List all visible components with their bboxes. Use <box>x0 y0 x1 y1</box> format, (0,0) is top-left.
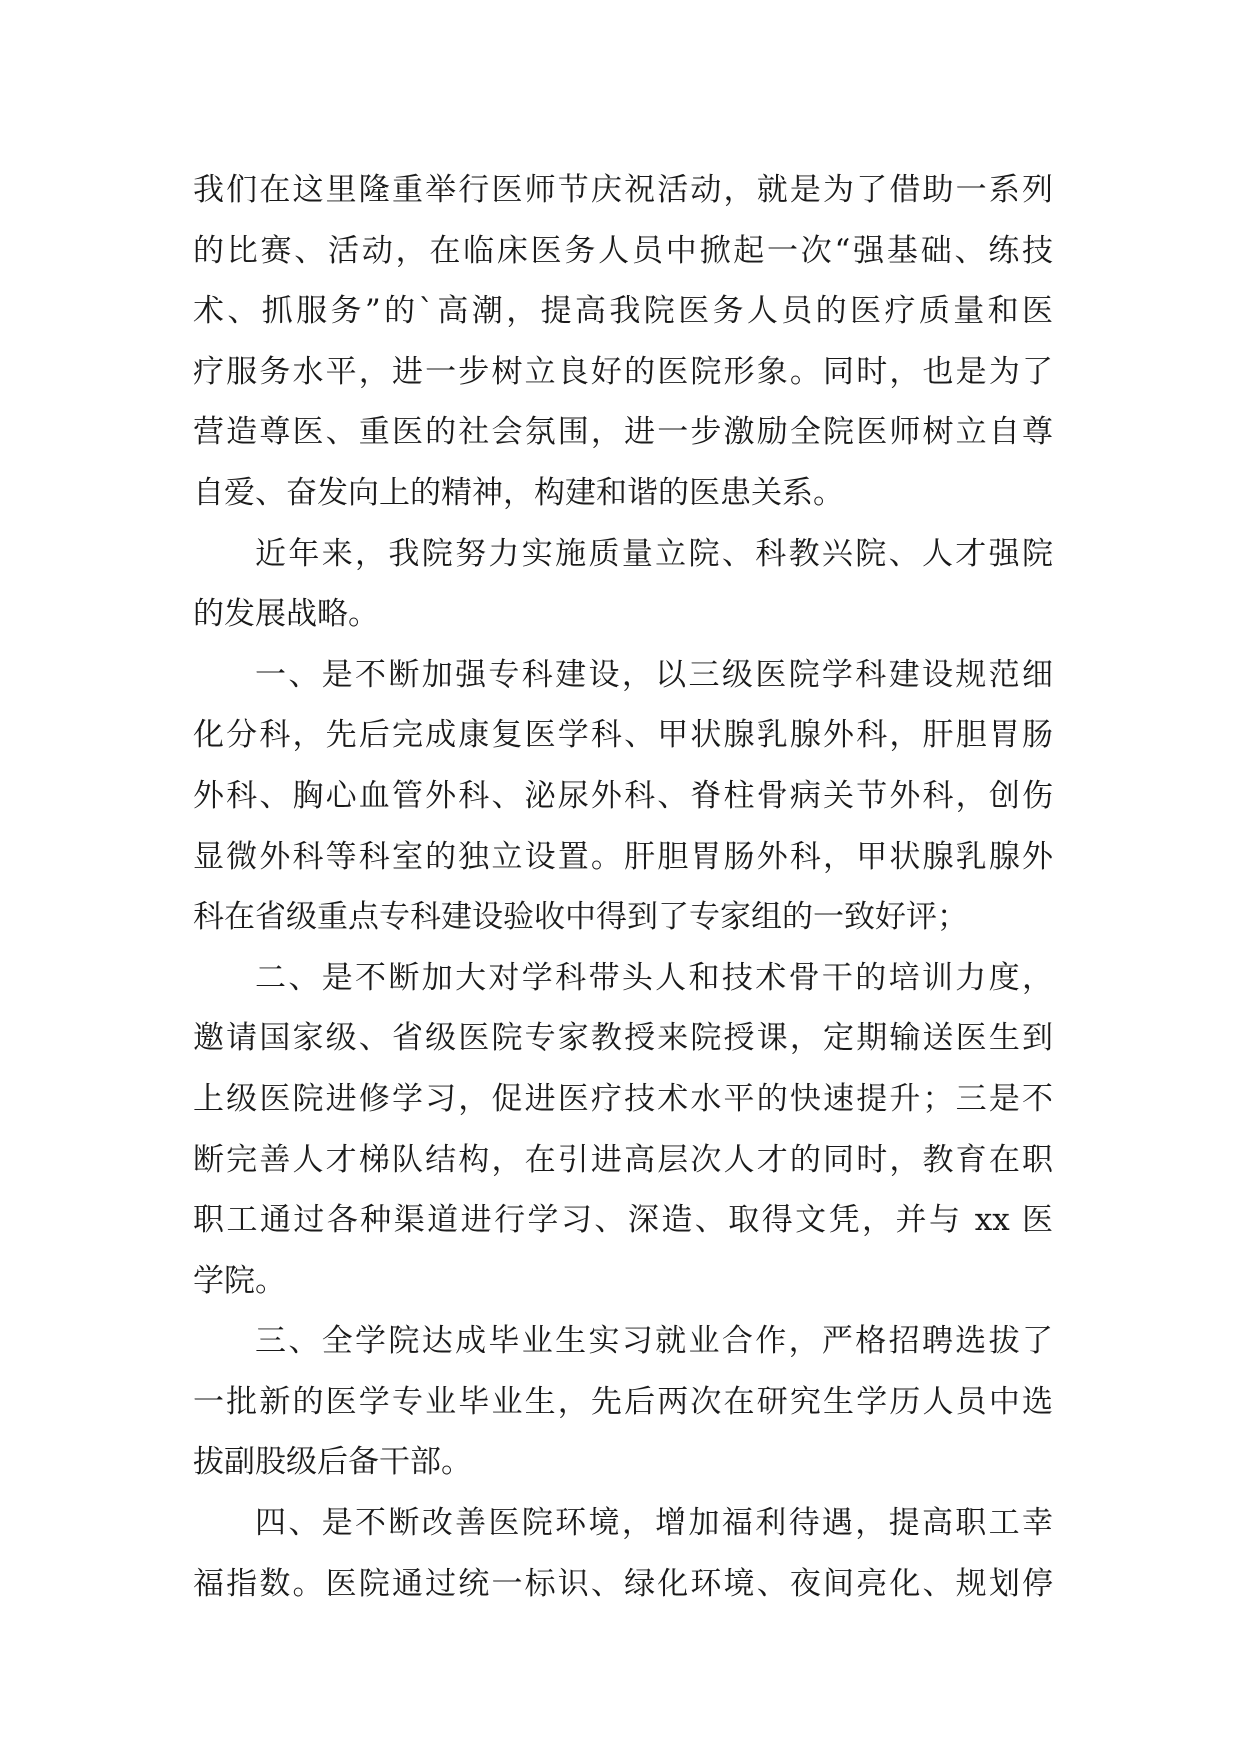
text-line: 疗服务水平，进一步树立良好的医院形象。同时，也是为了 <box>193 353 1053 390</box>
text-line: 一批新的医学专业毕业生，先后两次在研究生学历人员中选 <box>193 1383 1053 1420</box>
paragraph-first-line: 二、是不断加大对学科带头人和技术骨干的培训力度， <box>255 959 1053 996</box>
text-line: 科在省级重点专科建设验收中得到了专家组的一致好评； <box>193 899 968 936</box>
body-text <box>193 160 1053 1614</box>
text-line: 断完善人才梯队结构，在引进高层次人才的同时，教育在职 <box>193 1141 1053 1178</box>
text-line: 福指数。医院通过统一标识、绿化环境、夜间亮化、规划停 <box>193 1565 1053 1602</box>
text-line: 我们在这里隆重举行医师节庆祝活动，就是为了借助一系列 <box>193 172 1053 208</box>
paragraph-first-line: 三、全学院达成毕业生实习就业合作，严格招聘选拔了 <box>255 1323 1053 1360</box>
text-line: 职工通过各种渠道进行学习、深造、取得文凭，并与 xx 医 <box>193 1202 1053 1239</box>
text-line: 显微外科等科室的独立设置。肝胆胃肠外科，甲状腺乳腺外 <box>193 838 1053 875</box>
paragraph-first-line: 一、是不断加强专科建设，以三级医院学科建设规范细 <box>255 656 1053 693</box>
text-line: 邀请国家级、省级医院专家教授来院授课，定期输送医生到 <box>193 1020 1053 1057</box>
text-line: 自爱、奋发向上的精神，构建和谐的医患关系。 <box>193 474 844 511</box>
text-line: 拔副股级后备干部。 <box>193 1444 472 1481</box>
paragraph-first-line: 近年来，我院努力实施质量立院、科教兴院、人才强院 <box>255 535 1053 572</box>
text-line: 学院。 <box>193 1262 286 1299</box>
text-line: 的发展战略。 <box>193 596 379 633</box>
text-line: 的比赛、活动，在临床医务人员中掀起一次“强基础、练技 <box>193 232 1053 269</box>
text-line: 术、抓服务”的`高潮，提高我院医务人员的医疗质量和医 <box>193 293 1053 330</box>
text-line: 上级医院进修学习，促进医疗技术水平的快速提升；三是不 <box>193 1080 1053 1117</box>
text-line: 营造尊医、重医的社会氛围，进一步激励全院医师树立自尊 <box>193 414 1053 451</box>
text-line: 外科、胸心血管外科、泌尿外科、脊柱骨病关节外科，创伤 <box>193 777 1053 814</box>
paragraph-first-line: 四、是不断改善医院环境，增加福利待遇，提高职工幸 <box>255 1505 1053 1542</box>
text-line: 化分科，先后完成康复医学科、甲状腺乳腺外科，肝胆胃肠 <box>193 717 1053 754</box>
